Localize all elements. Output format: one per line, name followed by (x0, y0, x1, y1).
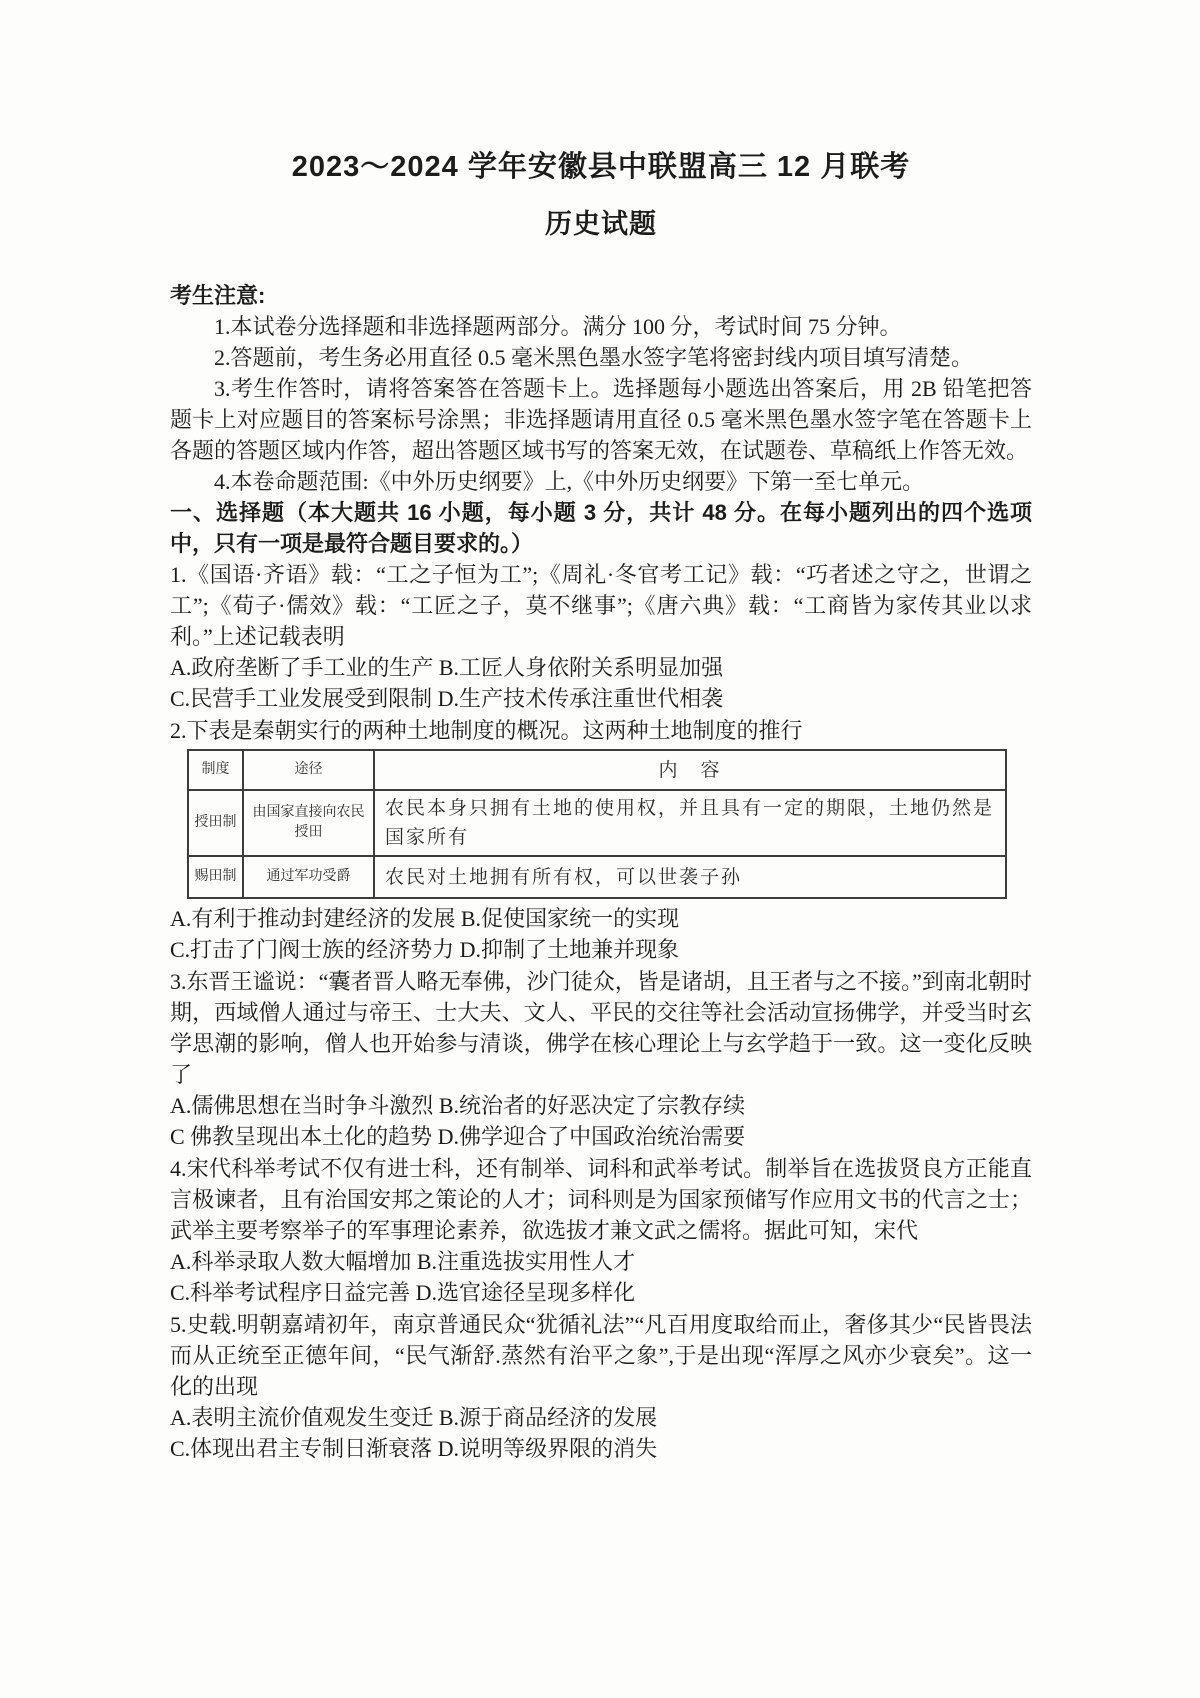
question-1-options-cd: C.民营手工业发展受到限制 D.生产技术传承注重世代相袭 (170, 686, 724, 711)
table-cell-shoutian-content: 农民本身只拥有土地的使用权，并且具有一定的期限，土地仍然是国家所有 (374, 790, 1006, 856)
question-3-options-cd: C 佛教呈现出本土化的趋势 D.佛学迎合了中国政治统治需要 (170, 1124, 746, 1149)
table-cell-citian-approach: 通过军功受爵 (243, 856, 374, 898)
table-cell-citian-content: 农民对土地拥有所有权，可以世袭子孙 (374, 856, 1006, 898)
question-3-options-ab: A.儒佛思想在当时争斗激烈 B.统治者的好恶决定了宗教存续 (170, 1093, 746, 1118)
notice-item-2: 2.答题前，考生务必用直径 0.5 毫米黑色墨水签字笔将密封线内项目填写清楚。 (214, 345, 974, 370)
section-one-heading: 一、选择题（本大题共 16 小题，每小题 3 分，共计 48 分。在每小题列出的四个选项中，只有一项是最符合题目要求的。） (170, 500, 1032, 556)
table-row-citian (188, 856, 1006, 898)
table-header-system: 制度 (188, 750, 243, 790)
question-4-options-cd: C.科举考试程序日益完善 D.选官途径呈现多样化 (170, 1280, 636, 1305)
notice-item-4: 4.本卷命题范围:《中外历史纲要》上,《中外历史纲要》下第一至七单元。 (214, 469, 925, 494)
notice-heading: 考生注意: (170, 283, 266, 308)
question-1-options-ab: A.政府垄断了手工业的生产 B.工匠人身依附关系明显加强 (170, 655, 724, 680)
table-row-shoutian (188, 790, 1006, 856)
table-cell-shoutian-approach: 由国家直接向农民授田 (243, 790, 374, 856)
question-5-stem: 5.史载.明朝嘉靖初年，南京普通民众“犹循礼法”“凡百用度取给而止，奢侈其少“民皆畏法而从正统至正德年间，“民气渐舒.蒸然有治平之象”,于是出现“浑厚之风亦少衰矣”。这一化的出现 (170, 1312, 1032, 1399)
question-5-options-cd: C.体现出君主专制日渐衰落 D.说明等级界限的消失 (170, 1436, 658, 1461)
notice-item-3: 3.考生作答时，请将答案答在答题卡上。选择题每小题选出答案后，用 2B 铅笔把答题卡上对应题目的答案标号涂黑；非选择题请用直径 0.5 毫米黑色墨水签字笔在答题卡上各题的答题区域内作答，超出答题区域书写的答案无效，在试题卷、草稿纸上作答无效。 (170, 376, 1032, 463)
question-2 (170, 715, 1032, 965)
table-header-approach: 途径 (243, 750, 374, 790)
table-header-row (188, 750, 1006, 790)
table-cell-citian-system: 赐田制 (188, 856, 243, 898)
exam-title: 2023～2024 学年安徽县中联盟高三 12 月联考 (291, 151, 911, 183)
notice-item-1: 1.本试卷分选择题和非选择题两部分。满分 100 分，考试时间 75 分钟。 (214, 314, 902, 339)
question-2-options-ab: A.有利于推动封建经济的发展 B.促使国家统一的实现 (170, 906, 680, 931)
table-header-content: 内 容 (374, 750, 1006, 790)
land-system-table (187, 749, 1007, 899)
question-3 (170, 966, 1032, 1152)
question-2-stem: 2.下表是秦朝实行的两种土地制度的概况。这两种土地制度的推行 (170, 718, 803, 743)
table-cell-shoutian-system: 授田制 (188, 790, 243, 856)
page-content (170, 140, 1032, 1465)
question-5 (170, 1309, 1032, 1464)
question-3-stem: 3.东晋王谧说：“囊者晋人略无奉佛，沙门徒众，皆是诸胡，且王者与之不接。”到南北朝时期，西域僧人通过与帝王、士大夫、文人、平民的交往等社会活动宣扬佛学，并受当时玄学思潮的影响，僧人也开始参与清谈，佛学在核心理论上与玄学趋于一致。这一变化反映了 (170, 969, 1032, 1087)
question-4 (170, 1153, 1032, 1308)
question-5-options-ab: A.表明主流价值观发生变迁 B.源于商品经济的发展 (170, 1405, 658, 1430)
question-1-stem: 1.《国语·齐语》载：“工之子恒为工”;《周礼·冬官考工记》载：“巧者述之守之，世谓之工”;《荀子·儒效》载：“工匠之子，莫不继事”;《唐六典》载：“工商皆为家传其业以求利。”上述记载表明 (170, 562, 1032, 649)
question-4-stem: 4.宋代科举考试不仅有进士科，还有制举、词科和武举考试。制举旨在选拔贤良方正能直言极谏者，且有治国安邦之策论的人才；词科则是为国家预储写作应用文书的代言之士；武举主要考察举子的军事理论素养，欲选拔才兼文武之儒将。据此可知，宋代 (170, 1156, 1032, 1243)
question-2-options-cd: C.打击了门阀士族的经济势力 D.抑制了土地兼并现象 (170, 937, 680, 962)
question-4-options-ab: A.科举录取人数大幅增加 B.注重选拔实用性人才 (170, 1249, 636, 1274)
exam-subject-title: 历史试题 (545, 209, 657, 239)
question-1 (170, 559, 1032, 714)
